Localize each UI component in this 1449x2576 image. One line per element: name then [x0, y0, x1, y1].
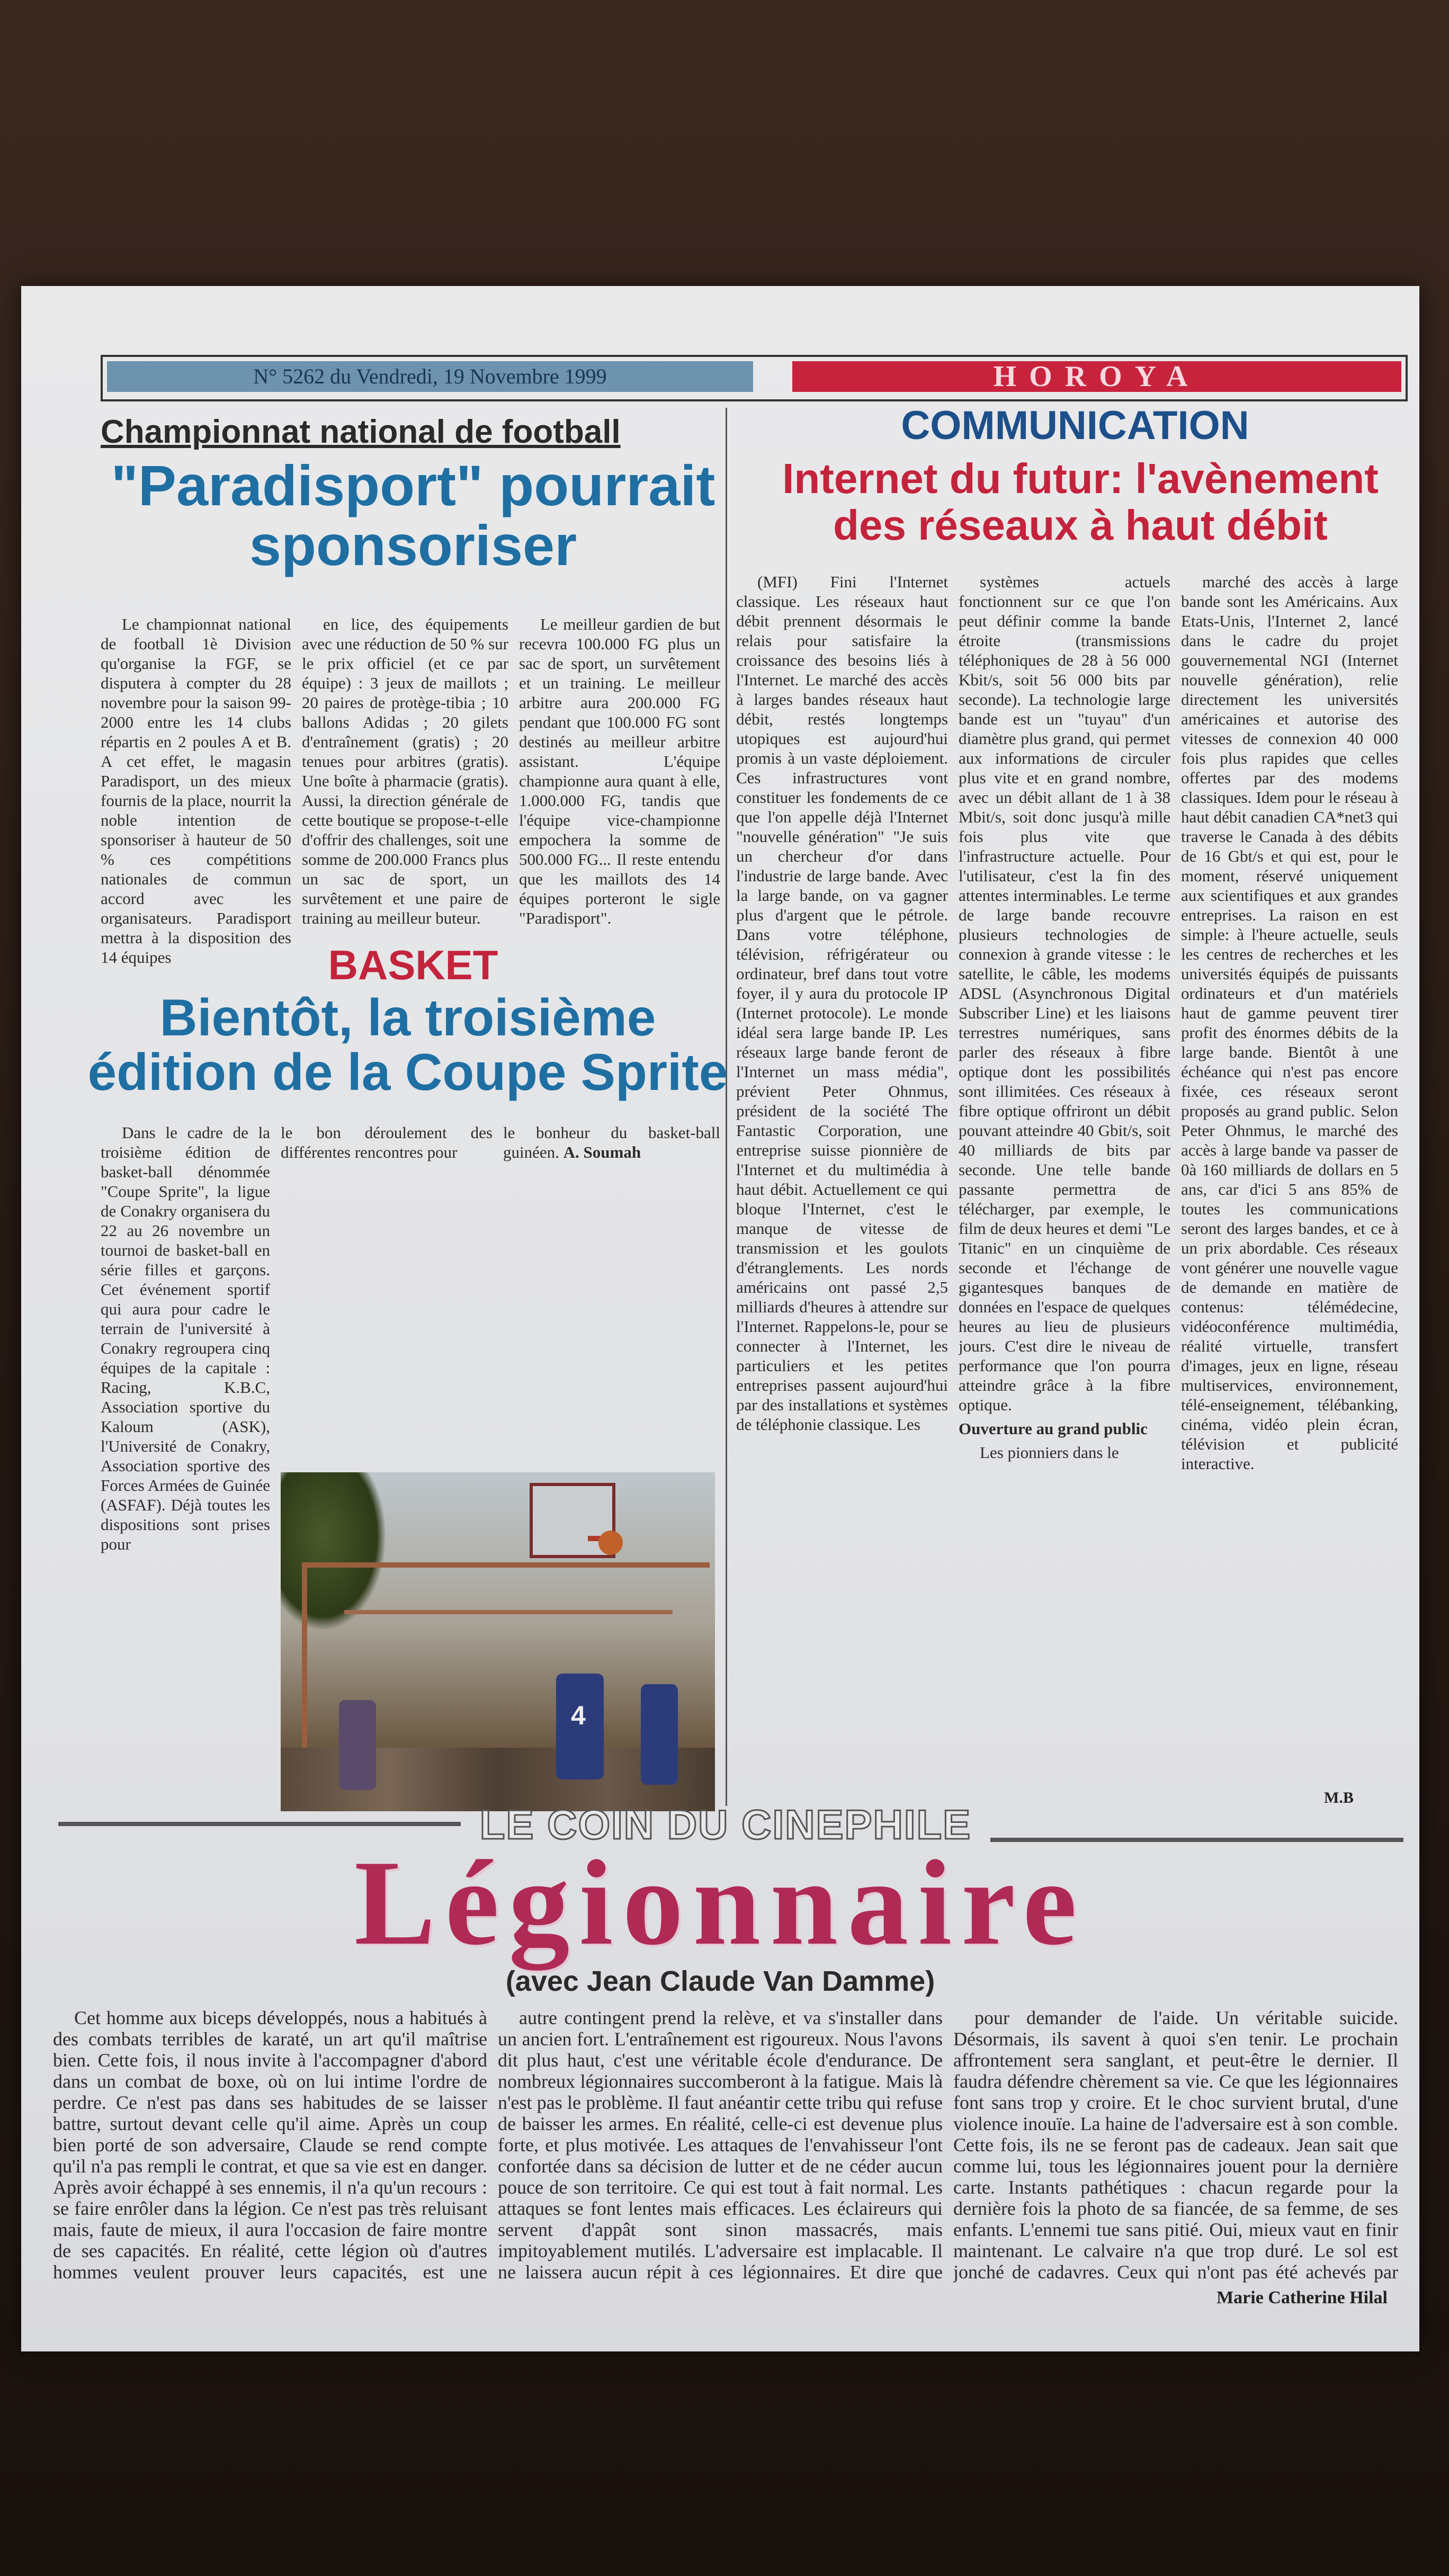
communication-col-2-subhead: Ouverture au grand public: [959, 1419, 1148, 1438]
communication-kicker: COMMUNICATION: [901, 403, 1249, 448]
basket-col-3-text: le bonheur du basket-ball guinéen.: [503, 1123, 720, 1161]
cine-subtitle: (avec Jean Claude Van Damme): [505, 1965, 935, 1997]
photo-jersey-number: 4: [571, 1701, 586, 1730]
communication-author: M.B: [1324, 1789, 1354, 1806]
communication-col-2-body: systèmes actuels fonctionnent sur ce que l'on peut définir comme la bande étroite (transmissions téléphoniques de 28 à 56 000 Kbit/s, soit 56 000 bits par seconde). La technologie large bande est un "tuyau" d'un diamètre plus grand, qui permet aux informations de circuler plus vite et en grand nombre, avec un débit allant de 1 à 38 Mbit/s, soit donc jusqu'à mille fois plus vite que l'infrastructure actuelle. Pour l'utilisateur, c'est la fin des attentes interminables. Le terme de large bande recouvre plusieurs technologies de connexion à grande vitesse : le satellite, le câble, les modems ADSL (Asynchronous Digital Subscriber Line) et les liaisons terrestres numériques, sans parler des réseaux à fibre optique dont les possibilités sont illimitées. Ces réseaux à fibre optique offriront un débit pouvant atteindre 40 Gbit/s, soit 40 milliards de bits par seconde. Une telle bande passante permettra de télécharger, par exemple, le film de deux heures et demi "Le Titanic" en un cinquième de seconde et l'échange de gigantesques banques de données en l'espace de quelques heures au lieu de plusieurs jours. C'est dire le niveau de performance que l'on pourra atteindre grâce à la fibre optique.: [959, 573, 1170, 1414]
communication-col-3: marché des accès à large bande sont les Américains. Aux Etats-Unis, l'Internet 2, lancé dans le cadre du projet gouvernemental NGI (Internet nouvelle génération), relie directement les universités américaines et autorise des vitesses de connexion 40 000 fois plus rapides que celles offertes par des modems classiques. Idem pour le réseau à haut débit canadien CA*net3 qui traverse le Canada à des débits de 16 Gbt/s et qui est, pour le moment, réservé uniquement aux scientifiques et aux grandes entreprises. La raison en est simple: à l'heure actuelle, seuls les centres de recherches et les universités équipés de puissants ordinateurs et d'un matériels haut de gamme peuvent tirer profit des énormes débits de la large bande. Bientôt à une échéance qui n'est pas encore fixée, ces réseaux seront proposés au grand public. Selon Peter Ohnmus, le marché des accès à large bande va passer de 0à 160 milliards de dollars en 5 ans, car d'ici 5 ans 85% de toutes les communications seront des larges bandes, et ce à un prix abordable. Ces réseaux vont générer une nouvelle vague de demande en matière de contenus: télémédecine, vidéoconférence multimédia, réalité virtuelle, transfert d'images, jeux en ligne, réseau multiservices, environnement, télé-enseignement, télébanking, cinéma, vidéo plein écran, télévision et publicité interactive.: [1181, 573, 1398, 1473]
basket-kicker: BASKET: [328, 942, 498, 988]
football-kicker: Championnat national de football: [101, 414, 621, 450]
cine-film-title: Légionnaire: [354, 1835, 1087, 1970]
photo-player: [641, 1684, 678, 1785]
basket-col-2: le bon déroulement des différentes rencontres pour: [281, 1123, 493, 1161]
communication-headline: Internet du futur: l'avènement des réseaux à haut débit: [782, 455, 1379, 549]
cine-col-2: autre contingent prend la relève, et va s'installer dans un ancien fort. L'entraînement est rigoureux. Nous l'avons dit plus haut, c'est une véritable école d'endurance. De nombreux légionnaires succomberont à la fatigue. Mais là n'est pas le problème. Il faut anéantir cette tribu qui refuse de baisser les armes. En réalité, celle-ci est devenue plus forte, et plus motivée. Les attaques de l'envahisseur l'ont confortée dans sa décision de lutter et de ne céder aucun pouce de son territoire. Ce qui est tout à fait normal. Les attaques se font lentes mais efficaces. Les éclaireurs qui servent d'appât sont sinon massacrés, mais impitoyablement mutilés. L'adversaire est implacable. Il ne laissera aucun répit à ces légionnaires. Et dire que: [498, 2007, 943, 2283]
header-band: [101, 355, 1408, 401]
football-col-3: Le meilleur gardien de but recevra 100.000 FG plus un sac de sport, un survêtement et un training. Le meilleur arbitre aura 200.000 FG pendant que 100.000 FG sont destinés au meilleur arbitre assistant. L'équipe championne aura quant à elle, 1.000.000 FG, tandis que l'équipe vice-championne empochera la somme de 500.000 FG... Il reste entendu que les maillots des 14 équipes porteront le sigle "Paradisport".: [519, 615, 720, 927]
basket-headline: Bientôt, la troisième édition de la Coupe Sprite: [87, 988, 728, 1101]
column-divider: [726, 408, 727, 1806]
football-col-1: Le championnat national de football 1è Division qu'organise la FGF, se disputera à compter du 28 novembre pour la saison 99-2000 entre les 14 clubs répartis en 2 poules A et B. A cet effet, le magasin Paradisport, un des mieux fournis de la place, nourrit la noble intention de sponsoriser à hauteur de 50 % ces compétitions nationales de commun accord avec les organisateurs. Paradisport mettra à la disposition des 14 équipes: [101, 615, 291, 967]
issue-date: N° 5262 du Vendredi, 19 Novembre 1999: [107, 361, 753, 392]
newspaper-page: [21, 286, 1419, 2351]
cine-col-1: Cet homme aux biceps développés, nous a habitués à des combats terribles de karaté, un art qu'il maîtrise bien. Cette fois, il nous invite à l'accompagner d'abord dans un combat de boxe, où on lui intime l'ordre de perdre. Ce n'est pas dans ses habitudes de se laisser battre, surtout devant celle qu'il aime. Après un coup bien porté de son adversaire, Claude se rend compte qu'il n'a pas rempli le contrat, et que sa vie est en danger. Après avoir échappé à ses ennemis, il n'a qu'un recours : se faire enrôler dans la légion. Ce n'est pas très reluisant mais, faute de mieux, il aura l'occasion de faire montre de ses capacités. En réalité, cette légion où d'autres hommes veulent prouver leurs capacités, est une: [53, 2007, 487, 2283]
cine-rule-left: [58, 1822, 461, 1826]
basket-author: A. Soumah: [563, 1143, 641, 1161]
cine-section-title: LE COIN DU CINEPHILE: [479, 1801, 972, 1848]
basket-col-1: Dans le cadre de la troisième édition de basket-ball dénommée "Coupe Sprite", la ligue de Conakry organisera du 22 au 26 novembre un tournoi de basket-ball en série filles et garçons. Cet événement sportif qui aura pour cadre le terrain de l'université à Conakry regroupera cinq équipes de la capitale : Racing, K.B.C, Association sportive du Kaloum (ASK), l'Université de Conakry, Association sportive des Forces Armées de Guinée (ASFAF). Déjà toutes les dispositions sont prises pour: [101, 1123, 270, 1553]
communication-col-2-tail: Les pionniers dans le: [980, 1443, 1119, 1462]
basket-col-3: [503, 1123, 720, 1170]
cine-col-3: pour demander de l'aide. Un véritable suicide. Désormais, ils savent à quoi s'en tenir. Le prochain affrontement sera sanglant, et peut-être le dernier. Il faudra défendre chèrement sa vie. Ce que les légionnaires font sans trop y croire. Et le choc survient brutal, d'une violence inouïe. La haine de l'adversaire est à son comble. Cette fois, ils ne se feront pas de cadeaux. Jean sait que comme lui, tous les légionnaires jouent pour la dernière carte. Instants pathétiques : chacun regarde pour la dernière fois la photo de sa fiancée, de sa femme, de ses enfants. L'ennemi tue sans pitié. Oui, mieux vaut en finir maintenant. Le calvaire n'a que trop duré. Le sol est jonché de cadavres. Ceux qui n'ont pas été achevés par: [953, 2007, 1398, 2283]
communication-col-1: (MFI) Fini l'Internet classique. Les réseaux haut débit prennent désormais le relais pour satisfaire la croissance des besoins liés à l'Internet. Le marché des accès à larges bandes réseaux haut débit, restés longtemps utopiques est aujourd'hui promis à un vaste déploiement. Ces infrastructures vont constituer les fondements de ce que l'on appelle déjà l'Internet "nouvelle génération" "Je suis un chercheur d'or dans l'industrie de large bande. Avec la large bande, on va gagner plus d'argent que le pétrole. Dans votre téléphone, télévision, réfrigérateur ou ordinateur, bref dans tout votre foyer, il y aura du protocole IP (Internet protocole). Le monde idéal sera large bande IP. Les réseaux large bande feront de l'Internet un mass média", prévient Peter Ohnmus, président de la société The Fantastic Corporation, une entreprise suisse pionnière de l'Internet et du multimédia à haut débit. Actuellement ce qui bloque l'Internet, c'est le manque de vitesse de transmission et les goulots d'étranglements. Les nords américains ont passé 2,5 milliards d'heures à attendre sur l'Internet. Rappelons-le, pour se connecter à l'Internet, les particuliers et les petites entreprises passent aujourd'hui par des installations et systèmes de téléphonie classique. Les: [736, 573, 948, 1434]
football-col-2: en lice, des équipements avec une réduction de 50 % sur le prix officiel (et ce par équipe) : 3 jeux de maillots ; 20 paires de protège-tibia ; 10 ballons Adidas ; 20 gilets d'entraînement (gratis) ; 20 tenues pour arbitres (gratis). Une boîte à pharmacie (gratis). Aussi, la direction générale de cette boutique se propose-t-elle d'offrir des challenges, soit une somme de 200.000 Francs plus un sac de sport, un survêtement et une paire de training au meilleur buteur.: [302, 615, 508, 927]
masthead-logo: HOROYA: [792, 361, 1401, 392]
communication-col-2: [959, 572, 1170, 1811]
photo-roof-beam: [344, 1610, 673, 1614]
cine-author: Marie Catherine Hilal: [1217, 2288, 1388, 2307]
basketball-photo: [281, 1472, 715, 1811]
football-headline: "Paradisport" pourrait sponsoriser: [111, 453, 715, 578]
photo-player: [339, 1700, 376, 1790]
photo-ball: [598, 1531, 623, 1555]
